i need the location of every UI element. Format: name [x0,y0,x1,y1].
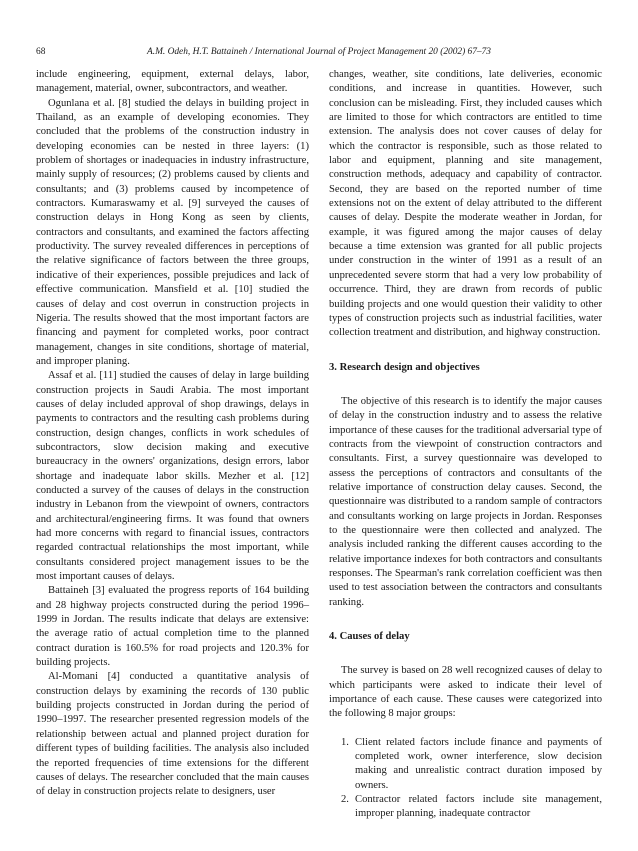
list-item-text: Contractor related factors include site management, improper planning, inadequate contractor [355,794,602,820]
right-column [329,68,602,822]
page-number: 68 [36,47,46,57]
body-paragraph: changes, weather, site conditions, late deliveries, economic conditions, and increase in quantities. However, such conclusion can be misleading. First, they included causes which are limited to those for which contractors are entitled to time extension. The analysis does not cover causes of delay for which the contractor is responsible, such as those related to labor and equipment, planning and site management, construction methods, adequacy and capability of contractor. Second, they are based on the reported number of time extensions not on the extent of delay attributed to the different causes of delay. Despite the moderate weather in Jordan, for example, it was figured among the major causes of delay because a time extension was granted for all public projects under construction in the winter of 1991 as a result of an unprecedented severe storm that had a very low probability of occurrence. Third, they are drawn from records of public building projects and one would question their validity to other types of construction projects such as industrial facilities, water collection treatment and distribution, and highway construction. [329,69,602,339]
left-column [36,68,309,800]
body-paragraph: include engineering, equipment, external delays, labor, management, material, owner, subcontractors, and weather. [36,69,309,95]
list-item-number: 1. [341,736,349,748]
running-head: A.M. Odeh, H.T. Battaineh / International Journal of Project Management 20 (2002) 67–73 [147,47,491,57]
list-item [329,793,602,822]
page-header [36,45,602,59]
cause-group-list [329,736,602,822]
list-item-text: Client related factors include finance and payments of completed work, owner interference, slow decision making and unrealistic contract duration imposed by owners. [355,736,602,791]
section-heading-causes-of-delay: 4. Causes of delay [329,631,410,643]
body-paragraph: Al-Momani [4] conducted a quantitative analysis of construction delays by examining the records of 130 public building projects constructed in Jordan during the period of 1990–1997. The researcher presented regression models of the relationship between actual and planned project duration for different types of building facilities. The analysis also included the reported frequencies of time extensions for the different causes of delays. The researcher concluded that the main causes of delay in construction projects relate to designers, user [36,671,309,798]
body-paragraph: Battaineh [3] evaluated the progress reports of 164 building and 28 highway projects constructed during the period 1996–1999 in Jordan. The results indicate that delays are extensive: the average ratio of actual completion time to the planned contract duration is 160.5% for road projects and 120.3% for building projects. [36,585,309,669]
section-heading-research-design: 3. Research design and objectives [329,361,480,373]
list-item [329,736,602,793]
body-paragraph: The survey is based on 28 well recognized causes of delay to which participants were asked to indicate their level of importance of each cause. These causes were categorized into the following 8 major groups: [329,665,602,720]
list-item-number: 2. [341,794,349,806]
body-paragraph: The objective of this research is to identify the major causes of delay in the construction industry and to assess the relative importance of these causes for the traditional adversarial type of contracts from the viewpoint of construction contractors and consultants. First, a survey questionnaire was developed to assess the perceptions of contractors and consultants of the relative importance of construction delay causes. Second, the questionnaire was distributed to a random sample of contractors and consultants working on large projects in Jordan. Responses to the questionnaire were then collected and analyzed. The analysis included ranking the different causes according to the relative importance indexes for both contractors and consultants responses. The Spearman's rank correlation coefficient was then used to test association between the contractors and consultants ranking. [329,395,602,608]
body-paragraph: Assaf et al. [11] studied the causes of delay in large building construction projects in Saudi Arabia. The most important causes of delay included approval of shop drawings, delays in payments to contractors and the resulting cash problems during construction, design changes, conflicts in work schedules of subcontractors, slow decision making and executive bureaucracy in the owners' organizations, design errors, labor shortage and inadequate labor skills. Mezher et al. [12] conducted a survey of the causes of delays in the construction industry in Lebanon from the viewpoint of owners, contractors and architectural/engineering firms. It was found that owners had more concerns with regard to financial issues, contractors regarded contractual relationships the most important, while consultants considered project management issues to be the most important causes of delays. [36,370,309,583]
body-paragraph: Ogunlana et al. [8] studied the delays in building project in Thailand, as an example of developing economies. They concluded that the problems of the construction industry in developing economies can be nested in three layers: (1) problem of shortages or inadequacies in industry infrastructure, mainly supply of resources; (2) problems caused by clients and consultants; and (3) problems caused by incompetence of contractors. Kumaraswamy et al. [9] surveyed the causes of construction delays in Hong Kong as seen by clients, contractors and consultants, and examined the factors affecting productivity. The survey revealed differences in perceptions of the relative significance of factors between the three groups, indicative of their experiences, possible prejudices and lack of effective communication. Mansfield et al. [10] studied the causes of delay and cost overrun in construction projects in Nigeria. The results showed that the most important factors are financing and payment for completed works, poor contract management, changes in site conditions, shortage of material, and improper planing. [36,97,309,367]
